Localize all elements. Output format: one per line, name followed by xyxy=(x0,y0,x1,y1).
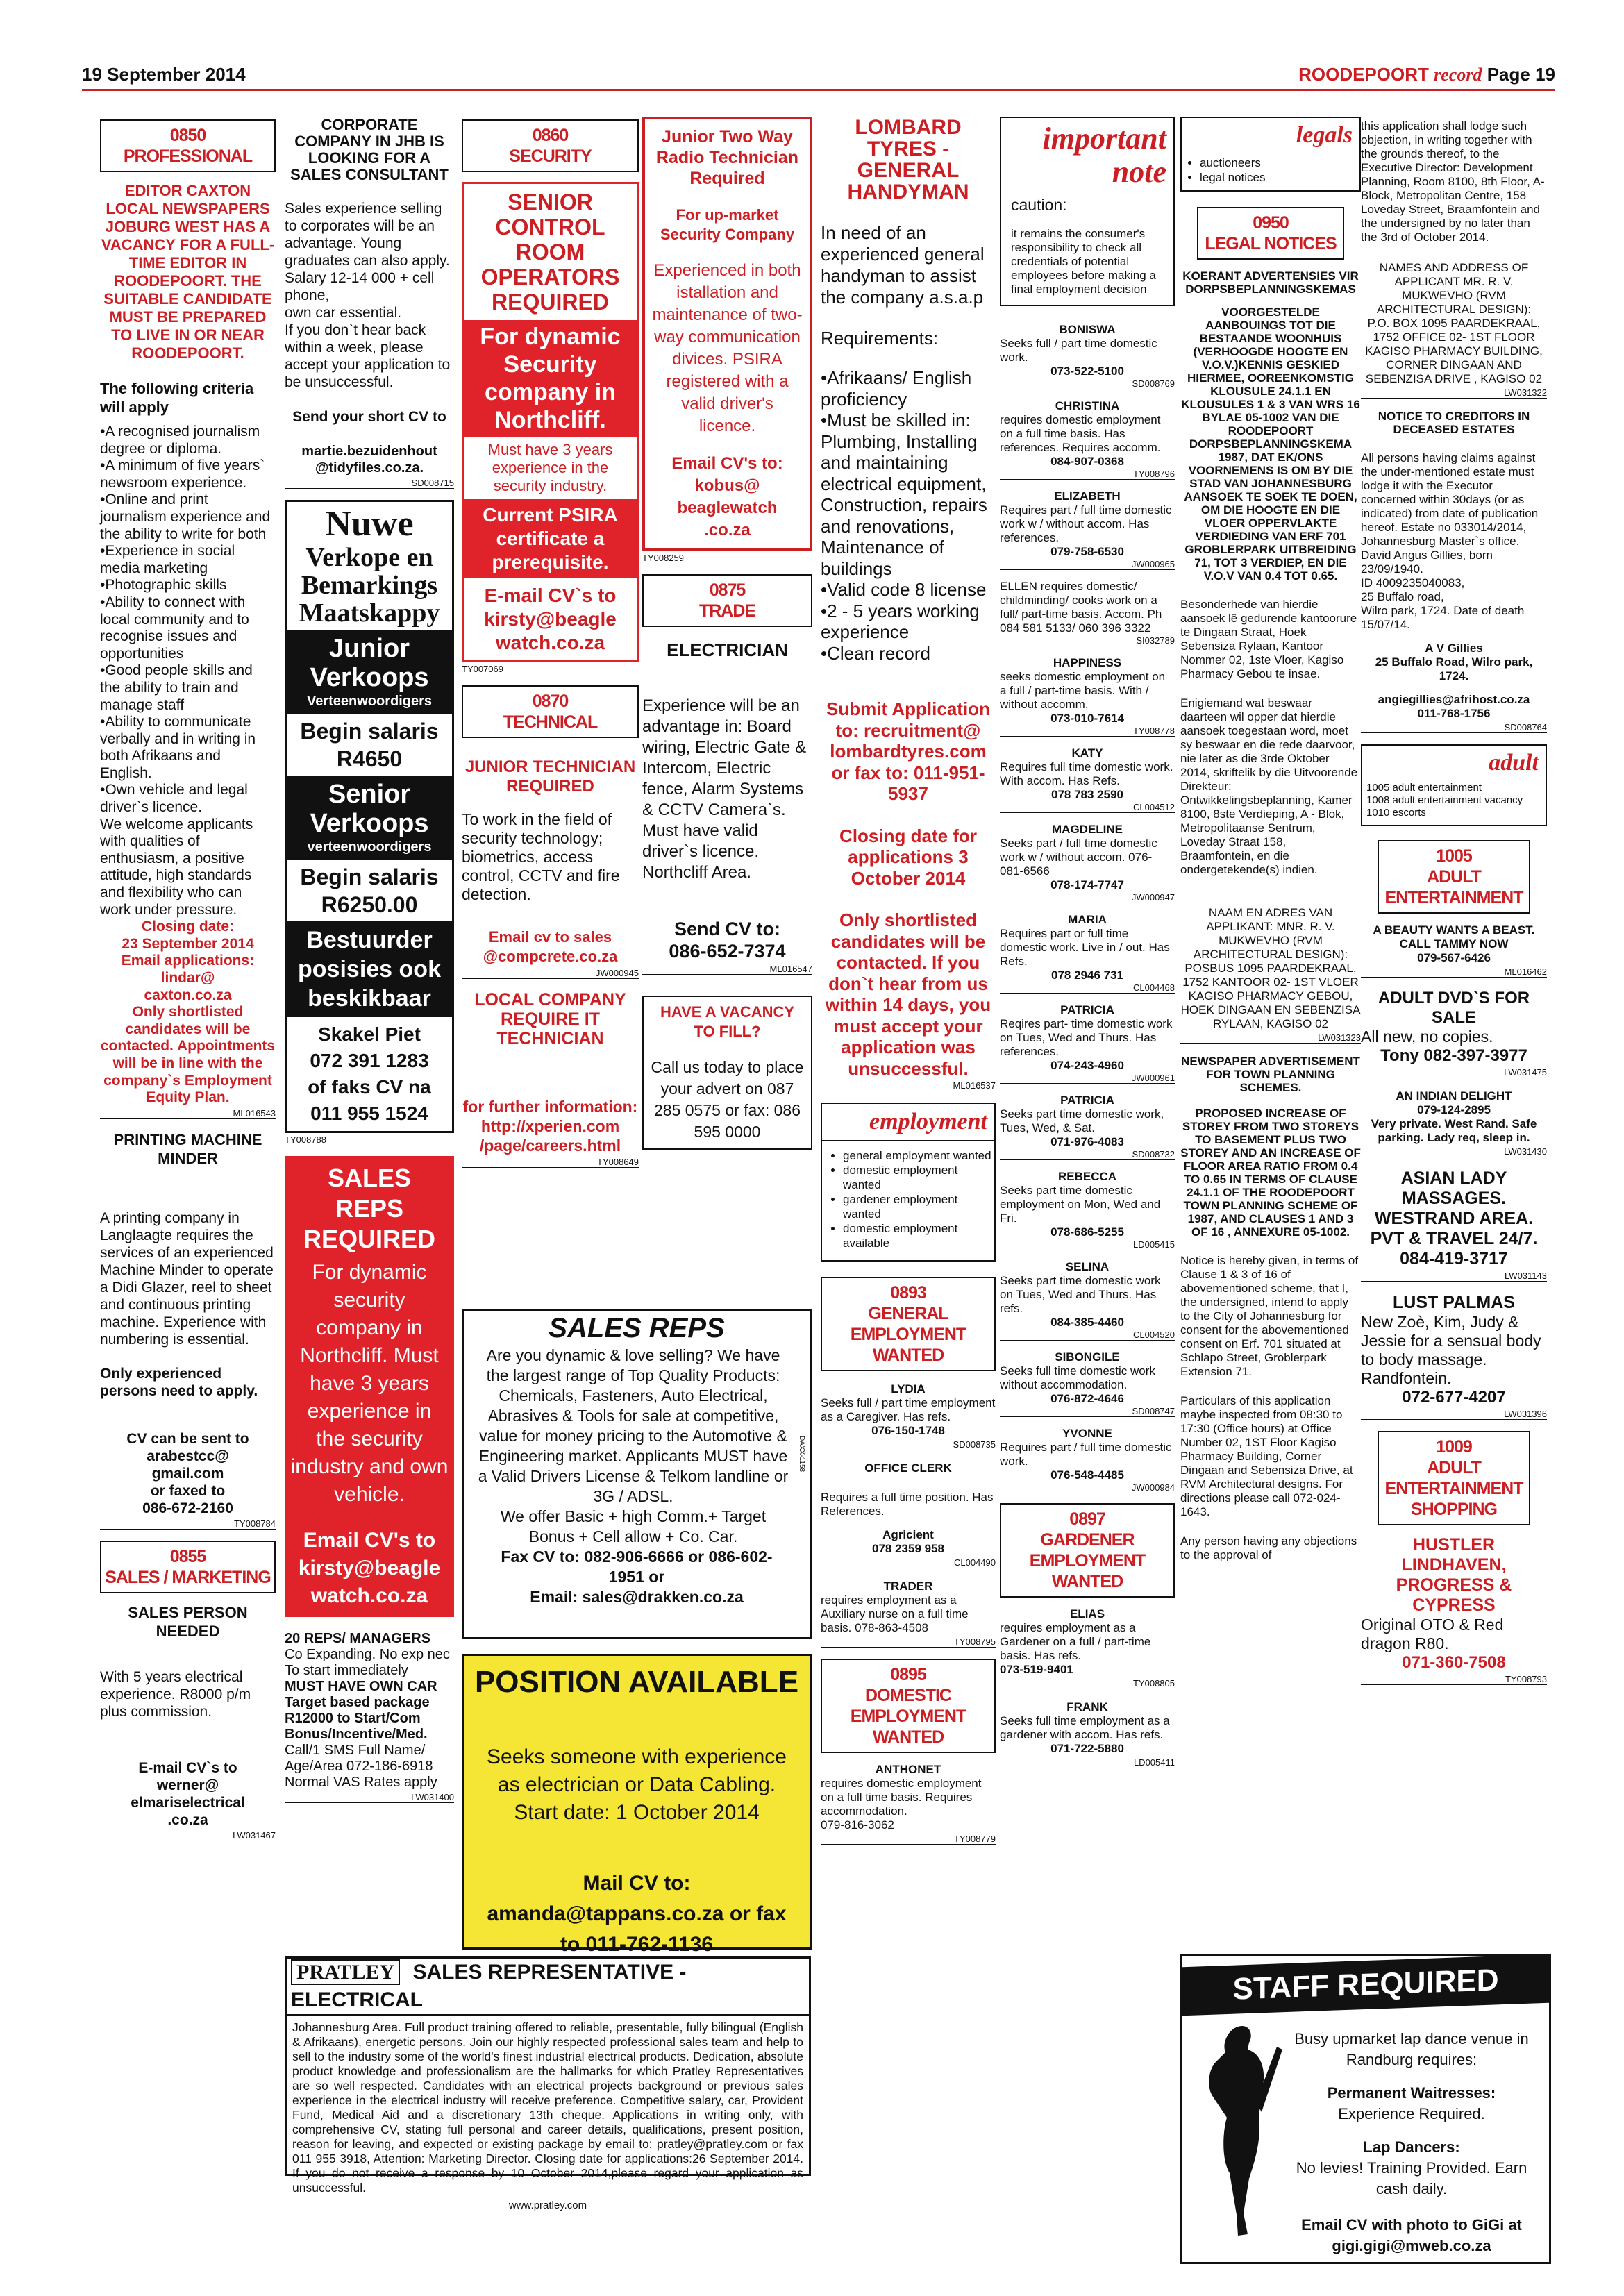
junior-technician-title: JUNIOR TECHNICIAN REQUIRED xyxy=(464,757,636,796)
ref-code: TY008784 xyxy=(100,1518,276,1530)
ref-code: LW031396 xyxy=(1361,1409,1547,1420)
ref-code: LD005415 xyxy=(1000,1239,1175,1250)
entry-body: Requires full time domestic work. With accom. Has Refs. xyxy=(1000,760,1173,787)
lust-palmas-title: LUST PALMAS xyxy=(1393,1293,1515,1312)
entry-body: Requires part / full time domestic work. xyxy=(1000,1441,1172,1468)
bestuurder-posisies: Bestuurder posisies ook beskikbaar xyxy=(287,921,452,1017)
lombard-closing: Closing date for applications 3 October 2014 xyxy=(839,825,977,889)
classified-entry xyxy=(1000,746,1175,813)
dancer-silhouette-icon xyxy=(1187,2019,1291,2255)
category-legal-notices: 0950 LEGAL NOTICES xyxy=(1197,207,1344,260)
dvd-title: ADULT DVD`S FOR SALE xyxy=(1378,989,1530,1027)
staff-intro: Busy upmarket lap dance venue in Randburg requires: xyxy=(1294,2030,1529,2068)
particulars-paragraph: Particulars of this application maybe inspected from 08:30 to 17:30 (Office hours) at Office Number 02, 1ST Floor Kagiso Pharmacy Building, Corner Dingaan and Sebensiza Drive, at RVM Architectural designs. For directions please call 072-024-1643. xyxy=(1180,1394,1353,1518)
entry-name: CHRISTINA xyxy=(1055,399,1120,412)
sales-reps-required-ad xyxy=(285,1156,454,1617)
ref-code: LW031467 xyxy=(100,1830,276,1841)
category-technical: 0870 TECHNICAL xyxy=(462,685,639,738)
ref-code: SD008747 xyxy=(1000,1406,1175,1417)
drakken-email: Email: sales@drakken.co.za xyxy=(530,1588,744,1606)
voorgestelde-notice: VOORGESTELDE AANBOUINGS TOT DIE BESTAANDE WOONHUIS (VERHOOGDE HOOGTE EN V.O.V.)KENNIS GESKIED HIERMEE, OOREENKOMSTIG KLOUSULE 24.1.1 EN KLOUSULES 1 & 3 VAN WRS 16 BYLAE 05-1002 VAN DIE ROODEPOORT DORPSBEPLANNINGSKEMA 1987, DAT EK/ONS VOORNEMENS IS OM BY DIE STAD VAN JOHANNESBURG AANSOEK TE SOEK TE DOEN, OM DIE HOOGTE EN DIE VLOER OPPERVLAKTE VERDIEDING VAN ERF 701 GROBLERPARK UITBREIDING 71, TOT 3 VERDIEP, EN DIE V.O.V VAN 0.4 TOT 0.65. xyxy=(1181,305,1360,583)
sales-person-body: With 5 years electrical experience. R8000 p/m plus commission. xyxy=(100,1668,251,1720)
drakken-body: Are you dynamic & love selling? We have the largest range of Top Quality Products: Chemicals, Fasteners, Auto Electrical, Abrasives & Tools for sale at competitive, value for money pricing to the Automotive & Engineering market. Applicants MUST have a Valid Drivers License & Telkom landline or 3G / ADSL. We offer Basic + high Comm.+ Target Bonus + Cell allow + Co. Car. xyxy=(478,1346,789,1545)
editor-closing: Closing date: 23 September 2014 Email applications: lindar@ caxton.co.za Only shortlisted candidates will be contacted. Appointments will be in line with the company`s Employment Equity Plan. xyxy=(100,919,276,1106)
ref-code: TY008788 xyxy=(285,1134,326,1145)
gillies-email: angiegillies@afrihost.co.za 011-768-1756 xyxy=(1378,693,1530,720)
column-1 xyxy=(100,117,276,2262)
printing-body: A printing company in Langlaagte requires the services of an experienced Machine Minder to operate a Didi Glazer, reel to sheet and continuous printing machine. Experience with numbering is essential. xyxy=(100,1209,274,1348)
newspaper-heading: NEWSPAPER ADVERTISEMENT FOR TOWN PLANNING SCHEMES. xyxy=(1181,1055,1360,1094)
indian-delight-ad: AN INDIAN DELIGHT 079-124-2895 Very private. West Rand. Safe parking. Lady req, sleep in. xyxy=(1371,1089,1537,1144)
publication-name-italic: record xyxy=(1434,65,1482,85)
lombard-only: Only shortlisted candidates will be contacted. If you don`t hear from us within 14 days, you must accept your application was unsuccessful. xyxy=(825,910,991,1079)
clerk-body: Requires a full time position. Has References. xyxy=(821,1491,994,1518)
entry-name: ELIZABETH xyxy=(1054,489,1121,503)
ref-code: SI032789 xyxy=(1000,635,1175,646)
trader-name: TRADER xyxy=(883,1579,933,1593)
corporate-title: CORPORATE COMPANY IN JHB IS LOOKING FOR A SALES CONSULTANT xyxy=(290,116,449,183)
legals-item: • auctioneers xyxy=(1200,156,1359,170)
pratley-title: SALES REPRESENTATIVE - ELECTRICAL xyxy=(291,1961,687,2011)
lombard-submit: Submit Application to: recruitment@ lombardtyres.com or fax to: 011-951-5937 xyxy=(826,698,990,804)
sales-reps-title: SALES REPS REQUIRED xyxy=(303,1164,436,1253)
trader-body: requires employment as a Auxiliary nurse on a full time basis. 078-863-4508 xyxy=(821,1593,969,1634)
clerk-agricient: Agricient xyxy=(882,1528,934,1541)
pratley-logo: PRATLEY xyxy=(291,1959,400,1985)
ref-code: LW031143 xyxy=(1361,1271,1547,1282)
lydia-phone: 076-150-1748 xyxy=(871,1424,945,1437)
ref-code: ML016547 xyxy=(642,964,812,975)
objections-paragraph: Any person having any objections to the approval of xyxy=(1180,1534,1357,1561)
ref-code: SD008732 xyxy=(1000,1149,1175,1160)
entry-name: MARIA xyxy=(1068,913,1107,926)
ref-code: LW031400 xyxy=(285,1792,454,1803)
managers-title: 20 REPS/ MANAGERS xyxy=(285,1631,431,1646)
lydia-body: Seeks full / part time employment as a Caregiver. Has refs. xyxy=(821,1396,996,1423)
important-note-box xyxy=(1000,117,1175,306)
ref-code: ML016462 xyxy=(1361,966,1547,978)
ref-code: JW000945 xyxy=(462,968,639,979)
pratley-url: www.pratley.com xyxy=(508,2199,587,2211)
ref-code: JW000984 xyxy=(1000,1482,1175,1493)
managers-body-2: Call/1 SMS Full Name/ Age/Area 072-186-6918 Normal VAS Rates apply xyxy=(285,1743,437,1790)
sales-reps-body: For dynamic security company in Northcliff. Must have 3 years experience in the security industry and own vehicle. xyxy=(290,1261,449,1506)
staff-perm-label: Permanent Waitresses: xyxy=(1327,2084,1496,2102)
local-company-title: LOCAL COMPANY REQUIRE IT TECHNICIAN xyxy=(474,990,626,1048)
classified-entry xyxy=(1000,489,1175,570)
objection-continued: this application shall lodge such objection, in writing together with the grounds thereof, to the Executive Director: Development Planning, Room 8100, 8th Floor, A-Block, Metropolitan Centre, 158 Loveday Street, Braamfontein and the undersigned by no later than the 3rd of October 2014. xyxy=(1361,119,1545,244)
skakel-piet-contact: Skakel Piet 072 391 1283 of faks CV na 011 955 1524 xyxy=(287,1017,452,1131)
entry-phone: 076-548-4485 xyxy=(1050,1468,1124,1482)
pratley-header xyxy=(287,1959,809,2016)
entry-body: seeks domestic employment on a full / part-time basis. With / without accomm. xyxy=(1000,670,1166,711)
corporate-body: Sales experience selling to corporates will be an advantage. Young graduates can also apply. Salary 12-14 000 + cell phone, own car essential. If you don`t hear back within a week, please accept your application to be unsuccessful. xyxy=(285,201,451,390)
entry-phone: 078 2946 731 xyxy=(1051,969,1123,982)
entry-body: Seeks part time domestic work, Tues, Wed, & Sat. xyxy=(1000,1107,1164,1134)
ref-code: JW000947 xyxy=(1000,892,1175,903)
entry-name: SIBONGILE xyxy=(1055,1350,1120,1364)
creditors-body: All persons having claims against the under-mentioned estate must lodge it with the Executor concerned within 30days (or as indicated) from date of publication hereof. Estate no 033014/2014, Johannesburg Master`s office. David Angus Gillies, born 23/09/1940. ID 4009235040083, 25 Buffalo road, Wilro park, 1724. Date of death 15/07/14. xyxy=(1361,451,1539,631)
classified-entry xyxy=(1000,323,1175,389)
ref-code: JW000961 xyxy=(1000,1073,1175,1084)
entry-name: SELINA xyxy=(1065,1260,1110,1273)
electrician-body: Experience will be an advantage in: Board wiring, Electric Gate & Intercom, Electric fence, Alarm Systems & CCTV Camera`s. Must have valid driver`s licence. Northcliff Area. xyxy=(642,696,807,882)
criteria-heading: The following criteria will apply xyxy=(100,380,254,416)
category-trade: 0875 TRADE xyxy=(642,574,812,627)
ref-code: ML016537 xyxy=(821,1080,996,1091)
frank-phone: 071-722-5880 xyxy=(1050,1742,1124,1755)
employment-list xyxy=(825,1148,991,1250)
managers-body-1: Co Expanding. No exp nec To start immediately xyxy=(285,1647,450,1678)
lombard-requirements-label: Requirements: xyxy=(821,328,939,349)
staff-content xyxy=(1287,2029,1537,2256)
page-header xyxy=(82,64,1555,91)
radio-technician-for: For up-market Security Company xyxy=(660,206,795,243)
classified-entry xyxy=(1000,1350,1175,1417)
frank-body: Seeks full time employment as a gardener with accom. Has refs. xyxy=(1000,1714,1170,1741)
elias-body: requires employment as a Gardener on a full / part-time basis. Has refs. xyxy=(1000,1621,1151,1662)
page-number: Page 19 xyxy=(1487,64,1555,85)
clerk-name: OFFICE CLERK xyxy=(864,1461,952,1475)
ref-code: TY008796 xyxy=(1000,469,1175,480)
asian-massage-ad: ASIAN LADY MASSAGES. WESTRAND AREA. PVT & TRAVEL 24/7. 084-419-3717 xyxy=(1370,1168,1538,1268)
entry-phone: 078-686-5255 xyxy=(1050,1225,1124,1239)
dvd-phone: Tony 082-397-3977 xyxy=(1380,1046,1527,1065)
ref-code: SD008735 xyxy=(821,1439,996,1450)
printing-only: Only experienced persons need to apply. xyxy=(100,1365,258,1399)
hustler-body: Original OTO & Red dragon R80. xyxy=(1361,1616,1504,1652)
entry-phone: 073-522-5100 xyxy=(1050,364,1124,378)
vacancy-ad xyxy=(642,996,812,1150)
important-note-heading: important note xyxy=(1042,121,1166,189)
classified-entry xyxy=(1000,580,1175,646)
lombard-title: LOMBARD TYRES - GENERAL HANDYMAN xyxy=(847,116,969,203)
entry-phone: 071-976-4083 xyxy=(1050,1135,1124,1148)
publication-name: ROODEPOORT xyxy=(1298,64,1429,85)
entry-body: Seeks full / part time domestic work. xyxy=(1000,337,1157,364)
position-available-ad xyxy=(462,1654,812,1956)
lust-palmas-phone: 072-677-4207 xyxy=(1402,1388,1506,1407)
pratley-ad xyxy=(285,1956,811,2211)
ref-code: CL004520 xyxy=(1000,1330,1175,1341)
staff-lap-label: Lap Dancers: xyxy=(1363,2138,1460,2156)
staff-title: STAFF REQUIRED xyxy=(1182,1954,1549,2016)
elias-phone: 073-519-9401 xyxy=(1000,1663,1073,1676)
electrician-title: ELECTRICIAN xyxy=(667,639,788,660)
category-sales-marketing: 0855 SALES / MARKETING xyxy=(100,1541,276,1593)
entry-body: Requires part or full time domestic work. Live in / out. Has Refs. xyxy=(1000,927,1170,968)
column-8 xyxy=(1361,119,1547,1945)
hustler-phone: 071-360-7508 xyxy=(1402,1653,1506,1672)
proposed-increase: PROPOSED INCREASE OF STOREY FROM TWO STOREYS TO BASEMENT PLUS TWO STOREY AND AN INCREASE OF FLOOR AREA RATIO FROM 0.4 TO 0.65 IN TERMS OF CLAUSE 24.1.1 OF THE ROODEPOORT TOWN PLANNING SCHEME OF 1987, AND CLAUSES 1 AND 3 OF 16 , ANNEXURE 05-1002. xyxy=(1180,1107,1361,1239)
entry-phone: 073-010-7614 xyxy=(1050,712,1124,725)
issue-date: 19 September 2014 xyxy=(82,64,246,85)
entry-phone: 084-385-4460 xyxy=(1050,1316,1124,1329)
sales-person-title: SALES PERSON NEEDED xyxy=(128,1603,248,1640)
employment-index xyxy=(821,1141,996,1262)
employment-heading: employment xyxy=(821,1103,996,1141)
entry-name: BONISWA xyxy=(1059,323,1116,336)
classified-entry xyxy=(1000,1170,1175,1250)
position-title: POSITION AVAILABLE xyxy=(474,1665,799,1699)
corporate-send: Send your short CV to xyxy=(292,409,446,425)
koerant-heading: KOERANT ADVERTENSIES VIR DORPSBEPLANNINGSKEMAS xyxy=(1182,269,1359,296)
staff-perm-body: Experience Required. xyxy=(1338,2105,1485,2122)
ref-code: TY008649 xyxy=(462,1157,639,1168)
column-5 xyxy=(821,117,996,2262)
ref-code: TY008805 xyxy=(1000,1678,1175,1689)
sales-person-email: E-mail CV`s to werner@ elmariselectrical .co.za xyxy=(131,1759,245,1828)
entry-name: YVONNE xyxy=(1062,1427,1112,1440)
caution-label: caution: xyxy=(1011,196,1067,214)
entry-phone: 084-907-0368 xyxy=(1050,455,1124,468)
legals-index xyxy=(1180,117,1361,192)
radio-technician-title: Junior Two Way Radio Technician Required xyxy=(655,127,799,188)
ref-code: SD008764 xyxy=(1361,722,1547,733)
vacancy-body: Call us today to place your advert on 087 285 0575 or fax: 086 595 0000 xyxy=(651,1058,804,1141)
ref-code: TY008793 xyxy=(1361,1674,1547,1685)
ref-code: LW031430 xyxy=(1361,1146,1547,1157)
junior-technician-body: To work in the field of security technology; biometrics, access control, CCTV and fire detection. xyxy=(462,810,620,903)
junior-technician-email: Email cv to sales @compcrete.co.za xyxy=(483,928,618,965)
adult-index xyxy=(1361,744,1547,826)
entry-body: Seeks part time domestic employment on Mon, Wed and Fri. xyxy=(1000,1184,1161,1225)
control-room-title: SENIOR CONTROL ROOM OPERATORS REQUIRED xyxy=(480,190,620,315)
legals-heading: legals xyxy=(1296,122,1353,148)
nuwe-headline: Nuwe Verkope en Bemarkings Maatskappy xyxy=(287,502,452,630)
anthonet-name: ANTHONET xyxy=(875,1763,941,1776)
names-applicant: NAMES AND ADDRESS OF APPLICANT MR. R. V. MUKWEVHO (RVM ARCHITECTURAL DESIGN): P.O. BOX 1095 PAARDEKRAAL, 1752 OFFICE 02- 1ST FLOOR KAGISO PHARMACY BUILDING, CORNER DINGAAN AND SEBENZISA DRIVE , KAGISO 02 xyxy=(1365,261,1543,385)
sales-reps-drakken-ad xyxy=(462,1309,812,1639)
ref-code: CL004512 xyxy=(1000,802,1175,813)
naam-applikant: NAAM EN ADRES VAN APPLIKANT: MNR. R. V. MUKWEVHO (RVM ARCHITECTURAL DESIGN): POSBUS 1095 PAARDEKRAAL, 1752 KANTOOR 02- 1ST VLOER KAGISO PHARMACY GEBOU, HOEK DINGAAN EN SEBENZISA RYLAAN, KAGISO 02 xyxy=(1180,906,1361,1030)
category-general-employment: 0893 GENERAL EMPLOYMENT WANTED xyxy=(821,1277,996,1371)
editor-ad-headline: EDITOR CAXTON LOCAL NEWSPAPERS JOBURG WEST HAS A VACANCY FOR A FULL-TIME EDITOR IN ROODEPOORT. THE SUITABLE CANDIDATE MUST BE PREPARED TO LIVE IN OR NEAR ROODEPOORT. xyxy=(101,182,275,362)
entry-body: Seeks part / full time domestic work w / without accom. 076-081-6566 xyxy=(1000,837,1157,878)
drakken-ref: DAXX-1158 xyxy=(798,1436,805,1473)
ref-code: TY007069 xyxy=(462,664,503,674)
staff-lap-body: No levies! Training Provided. Earn cash daily. xyxy=(1296,2159,1527,2197)
ref-code: ML016543 xyxy=(100,1108,276,1119)
nuwe-verkope-ad xyxy=(285,500,454,1133)
entry-body: Seeks part time domestic work on Tues, Wed and Thurs. Has refs. xyxy=(1000,1274,1161,1315)
column-3 xyxy=(462,117,639,1297)
electrician-send: Send CV to: 086-652-7374 xyxy=(669,919,786,962)
staff-email: Email CV with photo to GiGi at gigi.gigi@mweb.co.za xyxy=(1301,2216,1522,2254)
entry-body: requires domestic employment on a full time basis. Has references. Requires accomm. xyxy=(1000,413,1161,454)
entry-body: Requires part / full time domestic work w / without accom. Has references. xyxy=(1000,503,1172,544)
category-domestic-employment: 0895 DOMESTIC EMPLOYMENT WANTED xyxy=(821,1659,996,1753)
category-adult-entertainment: 1005 ADULT ENTERTAINMENT xyxy=(1378,840,1530,914)
entry-name: MAGDELINE xyxy=(1052,823,1123,836)
classified-entry xyxy=(1000,913,1175,994)
entry-name: HAPPINESS xyxy=(1053,656,1122,669)
publication-title xyxy=(1298,64,1555,85)
classified-entry xyxy=(1000,399,1175,480)
radio-technician-ad xyxy=(642,117,812,551)
ref-code: LW031475 xyxy=(1361,1067,1547,1078)
entry-phone: 078 783 2590 xyxy=(1051,788,1123,801)
ref-code: LD005411 xyxy=(1000,1757,1175,1768)
drakken-fax: Fax CV to: 082-906-6666 or 086-602-1951 or xyxy=(501,1548,773,1586)
dvd-body: All new, no copies. xyxy=(1361,1028,1493,1046)
entry-phone: 074-243-4960 xyxy=(1050,1059,1124,1072)
entry-phone: 076-872-4646 xyxy=(1050,1392,1124,1405)
enigiemand-paragraph: Enigiemand wat beswaar daarteen wil opper dat hierdie aansoek toegestaan word, moet sy beswaar en die rede daarvoor, nie later as die 3rde Oktober 2014, skriftelik by die Uitvoorende Direkteur: Ontwikkelingsbeplanning, Kamer 8100, 8ste Verdieping, A - Blok, Metropolitaanse Sentrum, Loveday Straat 158, Braamfontein, en die ondergetekende(s) indien. xyxy=(1180,696,1358,876)
column-7 xyxy=(1180,117,1361,1950)
managers-bold: MUST HAVE OWN CAR Target based package R12000 to Start/Com Bonus/Incentive/Med. xyxy=(285,1679,437,1742)
domestic-wanted-list xyxy=(1000,323,1175,1493)
ref-code: SD008715 xyxy=(285,478,454,489)
control-room-dynamic: For dynamic Security company in Northcliff. xyxy=(464,320,637,437)
adult-heading: adult xyxy=(1489,750,1539,776)
ref-code: TY008778 xyxy=(1000,726,1175,737)
control-room-must: Must have 3 years experience in the security industry. xyxy=(487,441,613,494)
ref-code: CL004468 xyxy=(1000,982,1175,994)
gillies-address: A V Gillies 25 Buffalo Road, Wilro park, 1724. xyxy=(1375,642,1533,682)
ref-code: TY008259 xyxy=(642,553,684,563)
begin-salaris-senior: Begin salaris R6250.00 xyxy=(287,860,452,921)
employment-item: • gardener employment wanted xyxy=(843,1192,991,1221)
creditors-heading: NOTICE TO CREDITORS IN DECEASED ESTATES xyxy=(1378,410,1530,436)
adult-item: 1008 adult entertainment vacancy xyxy=(1366,794,1523,806)
employment-item: • general employment wanted xyxy=(843,1148,991,1163)
ref-code: LW031323 xyxy=(1180,1032,1361,1044)
clerk-phone: 078 2359 958 xyxy=(872,1542,944,1555)
employment-item: • domestic employment available xyxy=(843,1221,991,1250)
lombard-requirements: •Afrikaans/ English proficiency •Must be skilled in: Plumbing, Installing and maintaining electrical equipment, Construction, repairs and renovations, Maintenance of buildings •Valid code 8 license •2 - 5 years working experience •Clean record xyxy=(821,367,987,664)
vacancy-title: HAVE A VACANCY TO FILL? xyxy=(660,1003,795,1040)
frank-name: FRANK xyxy=(1066,1700,1108,1713)
ref-code: LW031322 xyxy=(1361,387,1547,399)
category-security: 0860 SECURITY xyxy=(462,119,639,172)
entry-name: PATRICIA xyxy=(1060,1093,1114,1107)
staff-required-ad xyxy=(1180,1954,1551,2264)
besonderhede-paragraph: Besonderhede van hierdie aansoek lê gedurende kantoorure te Dingaan Straat, Hoek Sebensiza Rylaan, Kantoor Nommer 02, 1ste Vloer, Kagiso Pharmacy Gebou te insae. xyxy=(1180,598,1357,680)
lydia-name: LYDIA xyxy=(891,1382,926,1396)
legals-item: • legal notices xyxy=(1200,170,1359,185)
entry-body: ELLEN requires domestic/ childminding/ cooks work on a full/ part-time basis. Accom. Ph 084 581 5133/ 060 396 3322 xyxy=(1000,580,1162,635)
criteria-list: •A recognised journalism degree or diploma. •A minimum of five years` newsroom experience. •Online and print journalism experience and the ability to write for both •Experience in social media marketing •Photographic skills •Ability to connect with local community and to recognise issues and opportunities •Good people skills and the ability to train and manage staff •Ability to communicate verbally and in writing in both Afrikaans and English. •Own vehicle and legal driver`s licence. We welcome applicants with qualities of enthusiasm, a positive attitude, high standards and flexibility who can work under pressure. xyxy=(100,424,271,918)
caution-body: it remains the consumer's responsibility to check all credentials of potential employees before making a final employment decision xyxy=(1011,227,1156,296)
classified-entry xyxy=(1000,1003,1175,1084)
radio-technician-body: Experienced in both istallation and maintenance of two-way communication divices. PSIRA registered with a valid driver's licence. xyxy=(652,261,803,435)
hustler-title: HUSTLER LINDHAVEN, PROGRESS & CYPRESS xyxy=(1396,1535,1512,1615)
radio-technician-email: Email CV's to: kobus@ beaglewatch .co.za xyxy=(671,454,783,539)
begin-salaris-junior: Begin salaris R4650 xyxy=(287,714,452,776)
category-professional: 0850 PROFESSIONAL xyxy=(100,119,276,172)
ref-code: CL004490 xyxy=(821,1557,996,1568)
anthonet-body: requires domestic employment on a full time basis. Requires accommodation. 079-816-3062 xyxy=(821,1777,982,1832)
classified-entry xyxy=(1000,823,1175,903)
category-adult-shopping: 1009 ADULT ENTERTAINMENT SHOPPING xyxy=(1378,1431,1530,1525)
ref-code: TY008795 xyxy=(821,1636,996,1648)
entry-name: PATRICIA xyxy=(1060,1003,1114,1016)
adult-list xyxy=(1362,780,1546,825)
entry-name: KATY xyxy=(1071,746,1103,760)
ref-code: JW000965 xyxy=(1000,559,1175,570)
legals-list xyxy=(1182,156,1359,185)
column-6 xyxy=(1000,117,1175,2262)
sales-reps-email: Email CV's to kirsty@beagle watch.co.za xyxy=(298,1529,441,1607)
control-room-ad xyxy=(462,182,639,662)
adult-item: 1010 escorts xyxy=(1366,807,1426,819)
entry-phone: 078-174-7747 xyxy=(1050,878,1124,891)
pratley-body: Johannesburg Area. Full product training offered to reliable, presentable, fully bilingual (English & Afrikaans), energetic persons. Join our highly respected professional sales team and help to sell to the industry some of the world's finest industrial electrical products. Dedication, absolute product knowledge and professionalism are the hallmarks for which Pratley Representatives are so well respected. Candidates with an electrical projects background or previous sales experience in the electrical industry will receive preference. Competitive salary, car, Provident Fund, Medical Aid and a discretionary 13th cheque. Applications in writing only, with comprehensive CV, stating full personal and career details, qualifications, present position, reason for leaving, and expected or existing package by email to: pratley@pratley.com or fax 011 955 3918, Attention: Marketing Director. Closing date for applications:26 September 2014. If you do not receive a response by 10 October 2014,please regard your application as unsuccessful. xyxy=(292,2020,803,2195)
lombard-intro: In need of an experienced general handyman to assist the company a.s.a.p xyxy=(821,222,985,308)
category-gardener-employment: 0897 GARDENER EMPLOYMENT WANTED xyxy=(1000,1503,1175,1598)
column-2 xyxy=(285,117,454,1950)
position-mail: Mail CV to: amanda@tappans.co.za or fax to 011-762-1136 xyxy=(487,1872,787,1956)
entry-name: REBECCA xyxy=(1057,1170,1117,1183)
column-4 xyxy=(642,117,812,1297)
senior-verkoops: Senior Verkoops verteenwoordigers xyxy=(287,776,452,860)
drakken-title: SALES REPS xyxy=(549,1313,725,1343)
classified-entry xyxy=(1000,1093,1175,1160)
ref-code: SD008769 xyxy=(1000,378,1175,389)
notice-body: Notice is hereby given, in terms of Clause 1 & 3 of 16 of abovementioned scheme, that I, the undersigned, intend to apply to the City of Johannesburg for consent for the abovementioned consent on Erf. 701 situated at Schlapo Street, Groblerpark Extension 71. xyxy=(1180,1254,1359,1378)
control-room-email: E-mail CV`s to kirsty@beagle watch.co.za xyxy=(484,585,617,653)
entry-body: Seeks full time domestic work without accommodation. xyxy=(1000,1364,1155,1391)
employment-item: • domestic employment wanted xyxy=(843,1163,991,1192)
control-room-psira: Current PSIRA certificate a prerequisite. xyxy=(464,499,637,578)
beauty-ad: A BEAUTY WANTS A BEAST. CALL TAMMY NOW 079-567-6426 xyxy=(1373,923,1535,964)
adult-item: 1005 adult entertainment xyxy=(1366,782,1482,794)
entry-body: Reqires part- time domestic work on Tues, Wed and Thurs. Has references. xyxy=(1000,1017,1173,1058)
printing-cv: CV can be sent to arabestcc@ gmail.com or faxed to 086-672-2160 xyxy=(126,1430,249,1516)
classified-entry xyxy=(1000,1260,1175,1341)
corporate-email: martie.bezuidenhout @tidyfiles.co.za. xyxy=(301,444,437,476)
entry-phone: 079-758-6530 xyxy=(1050,545,1124,558)
position-body: Seeks someone with experience as electrician or Data Cabling. Start date: 1 October 2014 xyxy=(487,1745,787,1824)
junior-verkoops: Junior Verkoops Verteenwoordigers xyxy=(287,630,452,714)
local-company-info: for further information: http://xperien.com /page/careers.html xyxy=(462,1098,638,1155)
lust-palmas-body: New Zoè, Kim, Judy & Jessie for a sensual body to body massage. Randfontein. xyxy=(1361,1313,1541,1387)
ref-code: TY008779 xyxy=(821,1834,996,1845)
classified-entry xyxy=(1000,1427,1175,1493)
printing-title: PRINTING MACHINE MINDER xyxy=(113,1130,262,1167)
elias-name: ELIAS xyxy=(1069,1607,1105,1620)
classified-entry xyxy=(1000,656,1175,737)
